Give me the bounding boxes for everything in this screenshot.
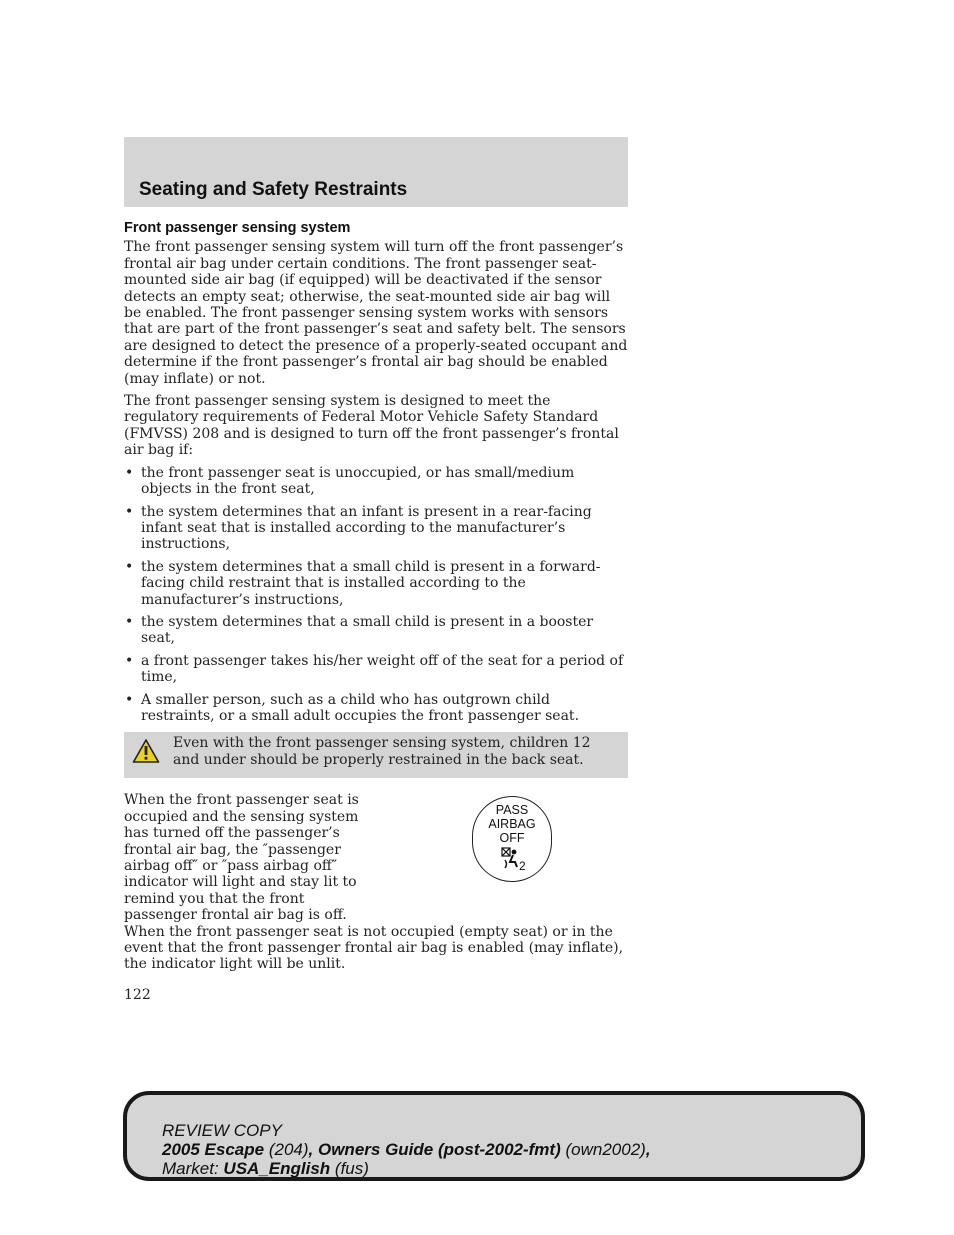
paragraph-1: The front passenger sensing system will turn off the front passenger’s frontal air bag under certain conditions. The front passenger seat-mounted side air bag (if equipped) will be deactivated if the sensor detects an empty seat; otherwise, the seat-mounted side air bag will be enabled. The front passenger sensing system works with sensors that are part of the front passenger’s seat and safety belt. The sensors are designed to detect the presence of a properly-seated occupant and determine if the front passenger’s frontal air bag should be enabled (may inflate) or not. — [124, 239, 628, 387]
document-info: 2005 Escape (204), Owners Guide (post-2002-fmt) (own2002), — [162, 1140, 651, 1159]
condition-list — [124, 465, 628, 725]
indicator-line-1: PASS — [495, 803, 529, 818]
list-item: • the system determines that a small child is present in a booster seat, — [124, 614, 628, 647]
list-item: • the system determines that a small child is present in a forward-facing child restraint that is installed according to the manufacturer’s instructions, — [124, 559, 628, 608]
section-header-band — [124, 137, 628, 207]
pass-airbag-off-indicator — [472, 796, 552, 882]
list-item: • a front passenger takes his/her weight off of the seat for a period of time, — [124, 653, 628, 686]
warning-text: Even with the front passenger sensing system, children 12 and under should be properly restrained in the back seat. — [173, 735, 591, 768]
section-title: Seating and Safety Restraints — [139, 179, 408, 200]
review-copy-footer — [123, 1091, 865, 1181]
review-label: REVIEW COPY — [162, 1121, 282, 1140]
warning-triangle-icon — [132, 738, 160, 764]
paragraph-3: When the front passenger seat is occupied and the sensing system has turned off the passenger’s frontal air bag, the ″passenger airbag off″ or ″pass airbag off″ indicator will light and stay lit to remind you that the front passenger frontal air bag is off. When the front passenger seat is not occupied (empty seat) or in the event that the front passenger frontal air bag is enabled (may inflate), the indicator light will be unlit. — [124, 792, 624, 973]
svg-text:2: 2 — [519, 859, 526, 872]
page-content — [124, 220, 628, 1003]
subheading: Front passenger sensing system — [124, 220, 351, 236]
paragraph-2: The front passenger sensing system is designed to meet the regulatory requirements of Federal Motor Vehicle Safety Standard (FMVSS) 208 and is designed to turn off the front passenger’s frontal air bag if: — [124, 393, 619, 459]
list-item: • the system determines that an infant is present in a rear-facing infant seat that is installed according to the manufacturer’s instructions, — [124, 504, 628, 553]
market-info: Market: USA_English (fus) — [162, 1159, 369, 1178]
page-number: 122 — [124, 986, 151, 1003]
indicator-section — [124, 792, 628, 972]
warning-box — [124, 732, 628, 778]
indicator-line-2: AIRBAG — [488, 817, 536, 832]
list-item: • the front passenger seat is unoccupied, or has small/medium objects in the front seat, — [124, 465, 628, 498]
indicator-line-3: OFF — [499, 831, 525, 846]
seated-occupant-airbag-icon — [501, 847, 529, 871]
list-item: • A smaller person, such as a child who has outgrown child restraints, or a small adult occupies the front passenger seat. — [124, 692, 628, 725]
